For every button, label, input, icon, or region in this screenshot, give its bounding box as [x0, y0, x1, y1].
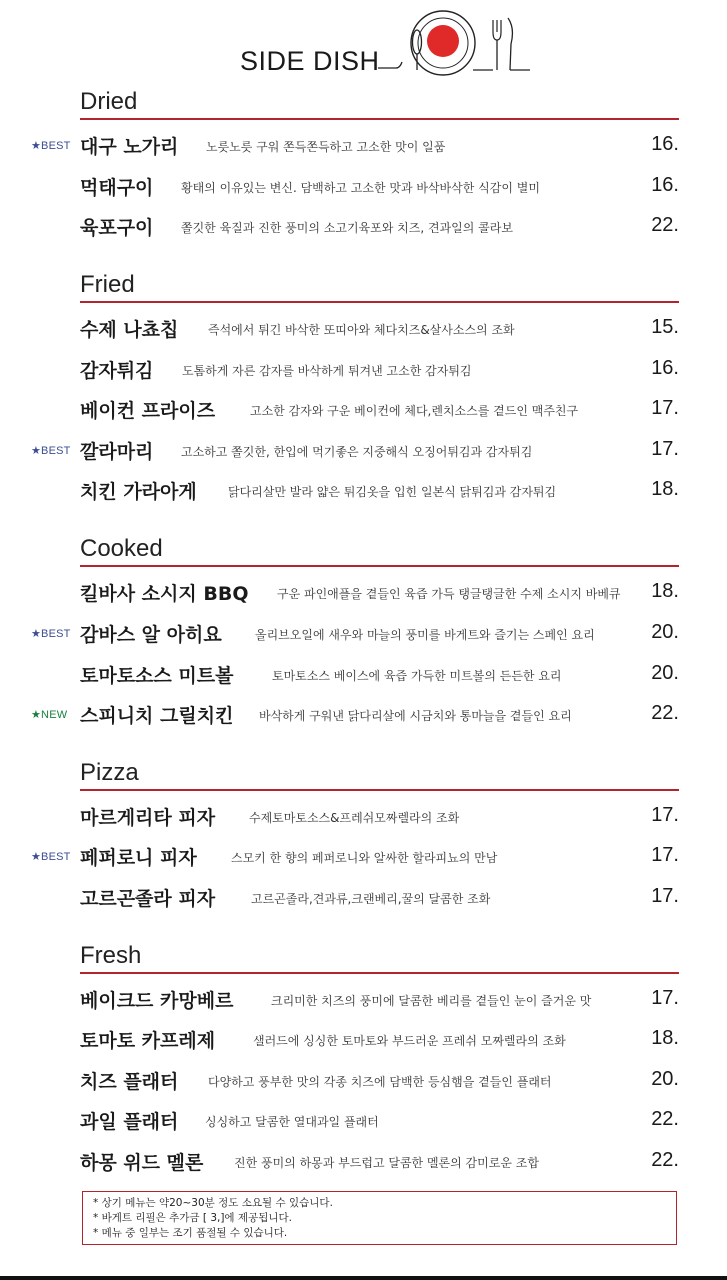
item-description: 토마토소스 베이스에 육즙 가득한 미트볼의 든든한 요리 [272, 669, 562, 683]
item-name: 먹태구이 [80, 177, 154, 199]
item-description: 다양하고 풍부한 맛의 각종 치즈에 담백한 등심햄을 곁들인 플래터 [208, 1075, 552, 1089]
item-name: 감바스 알 아히요 [80, 624, 222, 646]
item-price: 17. [651, 987, 679, 1009]
item-description: 진한 풍미의 하몽과 부드럽고 달콤한 멜론의 감미로운 조합 [234, 1156, 539, 1170]
item-name: 대구 노가리 [80, 136, 179, 158]
item-description: 노릇노릇 구워 쫀득쫀득하고 고소한 맛이 일품 [206, 140, 446, 154]
bottom-border [0, 1276, 727, 1280]
item-description: 고르곤졸라,견과류,크랜베리,꿀의 달콤한 조화 [251, 892, 491, 906]
section-title: Pizza [80, 759, 139, 786]
item-description: 구운 파인애플을 곁들인 육즙 가득 탱글탱글한 수제 소시지 바베큐 [277, 587, 621, 601]
item-name: 마르게리타 피자 [80, 807, 216, 829]
item-name: 치즈 플래터 [80, 1071, 179, 1093]
item-price: 22. [651, 214, 679, 236]
section-divider [80, 565, 679, 567]
item-description: 올리브오일에 새우와 마늘의 풍미를 바게트와 즐기는 스페인 요리 [255, 628, 595, 642]
menu-item [0, 659, 727, 689]
page-title: SIDE DISH [240, 46, 380, 76]
item-name: 깔라마리 [80, 441, 154, 463]
item-price: 20. [651, 662, 679, 684]
item-price: 16. [651, 133, 679, 155]
menu-item [0, 984, 727, 1014]
item-description: 바삭하게 구워낸 닭다리살에 시금치와 통마늘을 곁들인 요리 [259, 709, 572, 723]
item-name: 치킨 가라아게 [80, 481, 197, 503]
notice-box [82, 1191, 677, 1245]
item-name: 스피니치 그릴치킨 [80, 705, 234, 727]
section-divider [80, 972, 679, 974]
menu-item [0, 475, 727, 505]
menu-item [0, 882, 727, 912]
item-description: 크리미한 치즈의 풍미에 달콤한 베리를 곁들인 눈이 즐거운 맛 [271, 994, 592, 1008]
section-title: Fried [80, 271, 135, 298]
item-description: 고소하고 쫄깃한, 한입에 먹기좋은 지중해식 오징어튀김과 감자튀김 [181, 445, 533, 459]
item-description: 황태의 이유있는 변신. 담백하고 고소한 맛과 바삭바삭한 식감이 별미 [181, 181, 540, 195]
item-price: 22. [651, 1149, 679, 1171]
item-name: 베이크드 카망베르 [80, 990, 234, 1012]
plate-cutlery-icon [378, 10, 538, 78]
menu-item [0, 841, 727, 871]
item-description: 스모키 한 향의 페퍼로니와 알싸한 할라피뇨의 만남 [231, 851, 498, 865]
menu-item [0, 354, 727, 384]
item-price: 17. [651, 885, 679, 907]
item-price: 16. [651, 357, 679, 379]
section-divider [80, 118, 679, 120]
item-description: 즉석에서 튀긴 바삭한 또띠아와 체다치즈&살사소스의 조화 [208, 323, 515, 337]
section-title: Dried [80, 88, 138, 115]
item-price: 20. [651, 621, 679, 643]
item-price: 17. [651, 438, 679, 460]
item-description: 싱싱하고 달콤한 열대과일 플래터 [205, 1115, 379, 1129]
item-description: 고소한 감자와 구운 베이컨에 체다,렌치소스를 곁드인 맥주친구 [250, 404, 579, 418]
item-name: 킬바사 소시지 BBQ [80, 583, 249, 605]
menu-item [0, 1024, 727, 1054]
section-title: Cooked [80, 535, 163, 562]
menu-item [0, 130, 727, 160]
item-name: 베이컨 프라이즈 [80, 400, 216, 422]
item-name: 과일 플래터 [80, 1111, 179, 1133]
section-divider [80, 789, 679, 791]
item-name: 수제 나쵸칩 [80, 319, 179, 341]
item-name: 하몽 위드 멜론 [80, 1152, 204, 1174]
item-price: 18. [651, 580, 679, 602]
notice-line: * 상기 메뉴는 약20~30분 정도 소요될 수 있습니다. [93, 1197, 333, 1209]
menu-item [0, 1065, 727, 1095]
item-name: 육포구이 [80, 217, 154, 239]
item-description: 닭다리살만 발라 얇은 튀김옷을 입힌 일본식 닭튀김과 감자튀김 [228, 485, 557, 499]
item-name: 페퍼로니 피자 [80, 847, 197, 869]
item-price: 17. [651, 844, 679, 866]
item-description: 샐러드에 싱싱한 토마토와 부드러운 프레쉬 모짜렐라의 조화 [253, 1034, 566, 1048]
menu-item [0, 801, 727, 831]
section-title: Fresh [80, 942, 142, 969]
item-name: 토마토소스 미트볼 [80, 665, 234, 687]
item-price: 20. [651, 1068, 679, 1090]
menu-item [0, 435, 727, 465]
menu-item [0, 1105, 727, 1135]
menu-item [0, 211, 727, 241]
item-price: 17. [651, 804, 679, 826]
new-badge: ★NEW [31, 709, 68, 721]
item-price: 22. [651, 702, 679, 724]
section-divider [80, 301, 679, 303]
item-description: 수제토마토소스&프레쉬모짜렐라의 조화 [249, 811, 460, 825]
item-name: 감자튀김 [80, 360, 154, 382]
menu-item [0, 618, 727, 648]
item-price: 15. [651, 316, 679, 338]
item-description: 쫄깃한 육질과 진한 풍미의 소고기육포와 치즈, 견과일의 콜라보 [181, 221, 513, 235]
menu-item [0, 577, 727, 607]
item-price: 16. [651, 174, 679, 196]
header-logo [238, 10, 538, 78]
item-price: 22. [651, 1108, 679, 1130]
item-description: 도톰하게 자른 감자를 바삭하게 튀겨낸 고소한 감자튀김 [182, 364, 472, 378]
notice-line: * 바게트 리필은 추가금 [ 3,]에 제공됩니다. [93, 1212, 292, 1224]
menu-item [0, 171, 727, 201]
menu-item [0, 1146, 727, 1176]
best-badge: ★BEST [31, 851, 71, 863]
item-price: 18. [651, 478, 679, 500]
item-name: 토마토 카프레제 [80, 1030, 216, 1052]
best-badge: ★BEST [31, 140, 71, 152]
menu-item [0, 313, 727, 343]
item-price: 18. [651, 1027, 679, 1049]
menu-item [0, 699, 727, 729]
item-name: 고르곤졸라 피자 [80, 888, 216, 910]
best-badge: ★BEST [31, 628, 71, 640]
best-badge: ★BEST [31, 445, 71, 457]
notice-line: * 메뉴 중 일부는 조기 품절될 수 있습니다. [93, 1227, 288, 1239]
menu-item [0, 394, 727, 424]
item-price: 17. [651, 397, 679, 419]
